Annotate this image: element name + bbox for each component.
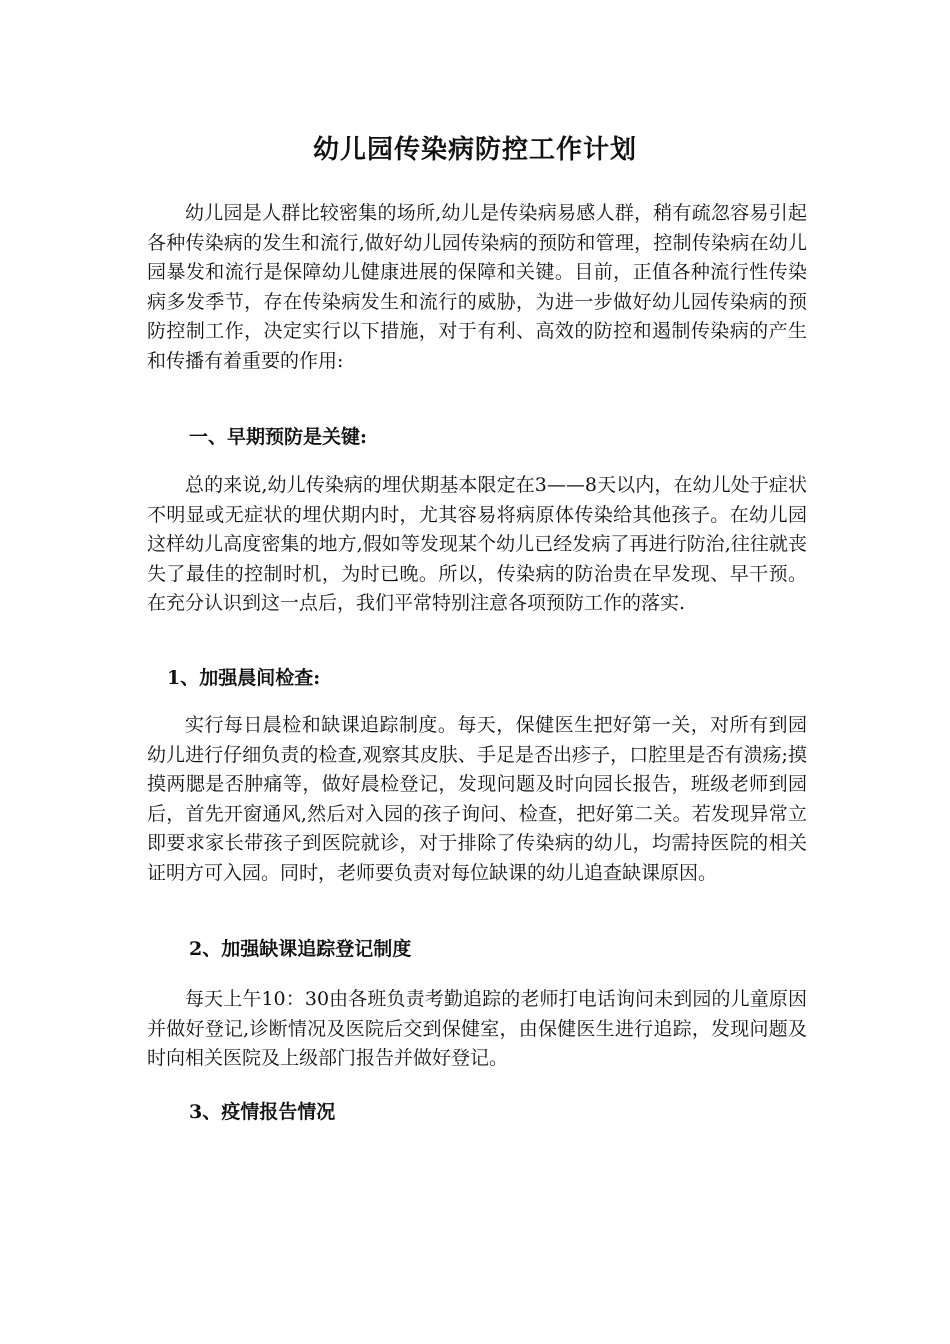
intro-paragraph: 幼儿园是人群比较密集的场所,幼儿是传染病易感人群，稍有疏忽容易引起各种传染病的发生和流行,做好幼儿园传染病的预防和管理，控制传染病在幼儿园暴发和流行是保障幼儿健康进展的保障和关键。目前，正值各种流行性传染病多发季节，存在传染病发生和流行的威胁，为进一步做好幼儿园传染病的预防控制工作，决定实行以下措施，对于有利、高效的防控和遏制传染病的产生和传播有着重要的作用: bbox=[147, 202, 807, 372]
item3-heading: 3、疫情报告情况 bbox=[189, 1101, 336, 1123]
section1-paragraph: 总的来说,幼儿传染病的埋伏期基本限定在3——8天以内，在幼儿处于症状不明显或无症状的埋伏期内时，尤其容易将病原体传染给其他孩子。在幼儿园这样幼儿高度密集的地方,假如等发现某个幼儿已经发病了再进行防治,往往就丧失了最佳的控制时机，为时已晚。所以，传染病的防治贵在早发现、早干预。在充分认识到这一点后，我们平常特别注意各项预防工作的落实. bbox=[147, 474, 807, 614]
item1-paragraph: 实行每日晨检和缺课追踪制度。每天，保健医生把好第一关，对所有到园幼儿进行仔细负责的检查,观察其皮肤、手足是否出疹子，口腔里是否有溃疡;摸摸两腮是否肿痛等，做好晨检登记，发现问题及时向园长报告，班级老师到园后，首先开窗通风,然后对入园的孩子询问、检查，把好第二关。若发现异常立即要求家长带孩子到医院就诊，对于排除了传染病的幼儿，均需持医院的相关证明方可入园。同时，老师要负责对每位缺课的幼儿追查缺课原因。 bbox=[147, 714, 807, 884]
document-title: 幼儿园传染病防控工作计划 bbox=[312, 135, 637, 165]
section1-heading: 一、早期预防是关键: bbox=[189, 426, 368, 448]
item2-heading: 2、加强缺课追踪登记制度 bbox=[189, 938, 412, 960]
item1-heading: 1、加强晨间检查: bbox=[167, 667, 321, 689]
item2-paragraph: 每天上午10：30由各班负责考勤追踪的老师打电话询问未到园的儿童原因并做好登记,诊断情况及医院后交到保健室，由保健医生进行追踪，发现问题及时向相关医院及上级部门报告并做好登记。 bbox=[147, 988, 807, 1069]
